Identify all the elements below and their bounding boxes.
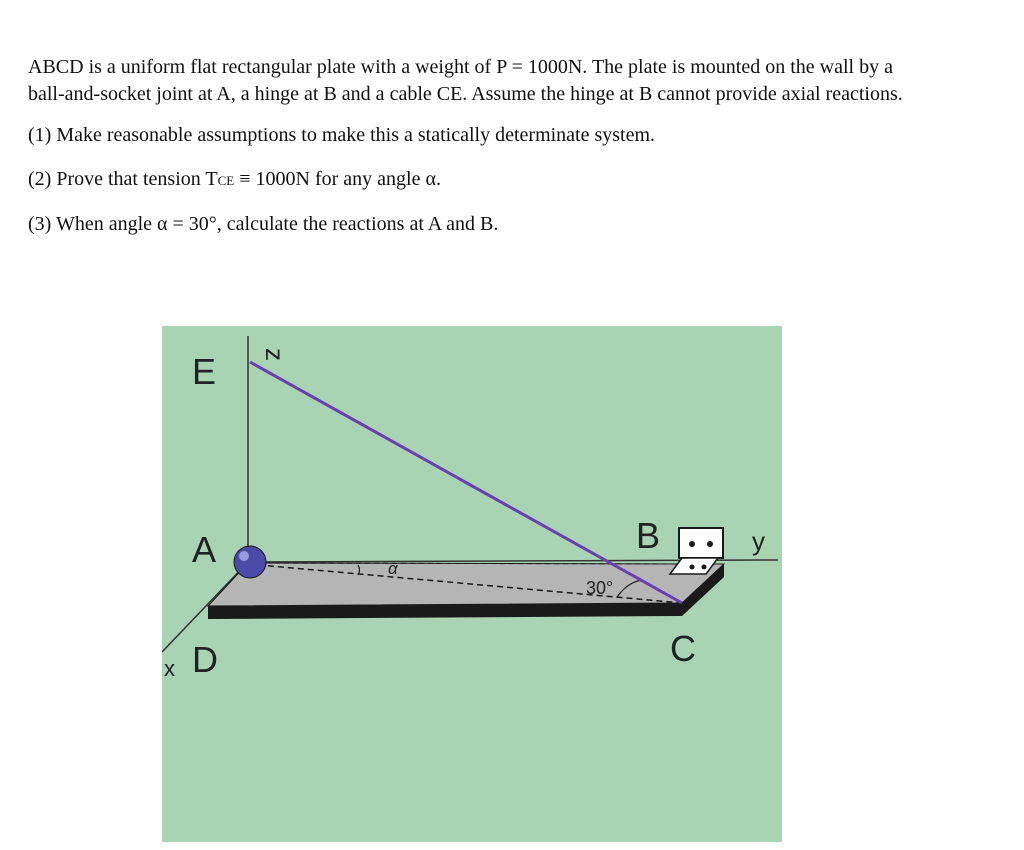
label-x: x xyxy=(164,656,175,681)
hinge-pin-2 xyxy=(702,565,707,570)
problem-text xyxy=(28,54,928,255)
label-d: D xyxy=(192,639,218,680)
ball-socket-joint xyxy=(234,546,266,578)
part-1: (1) Make reasonable assumptions to make this a statically determinate system. xyxy=(28,124,656,146)
part-3: (3) When angle α = 30°, calculate the reactions at A and B. xyxy=(28,213,499,235)
part-2-subscript: CE xyxy=(217,173,235,188)
label-y: y xyxy=(752,526,765,556)
plate-figure xyxy=(162,326,782,842)
part-2 xyxy=(28,166,928,194)
label-e: E xyxy=(192,351,217,392)
hinge-bolt-2 xyxy=(707,541,713,547)
problem-statement: ABCD is a uniform flat rectangular plate with a weight of P = 1000N. The plate is mounted on the wall by a ball-and-socket joint at A, a hinge at B and a cable CE. Assume the hinge at B cannot provide axial reactions. xyxy=(28,56,903,105)
label-alpha: α xyxy=(388,559,398,578)
label-z-rotated: z xyxy=(260,348,290,361)
part-2-pre: (2) Prove that tension T xyxy=(28,168,218,190)
hinge-pin-1 xyxy=(690,565,695,570)
label-angle: 30° xyxy=(586,578,614,598)
hinge-bracket xyxy=(679,528,723,558)
label-c: C xyxy=(670,628,696,669)
part-2-post: ≡ 1000N for any angle α. xyxy=(234,168,441,190)
label-b: B xyxy=(636,515,661,556)
hinge-bolt-1 xyxy=(689,541,695,547)
ball-highlight xyxy=(239,551,249,561)
label-a: A xyxy=(192,529,217,570)
